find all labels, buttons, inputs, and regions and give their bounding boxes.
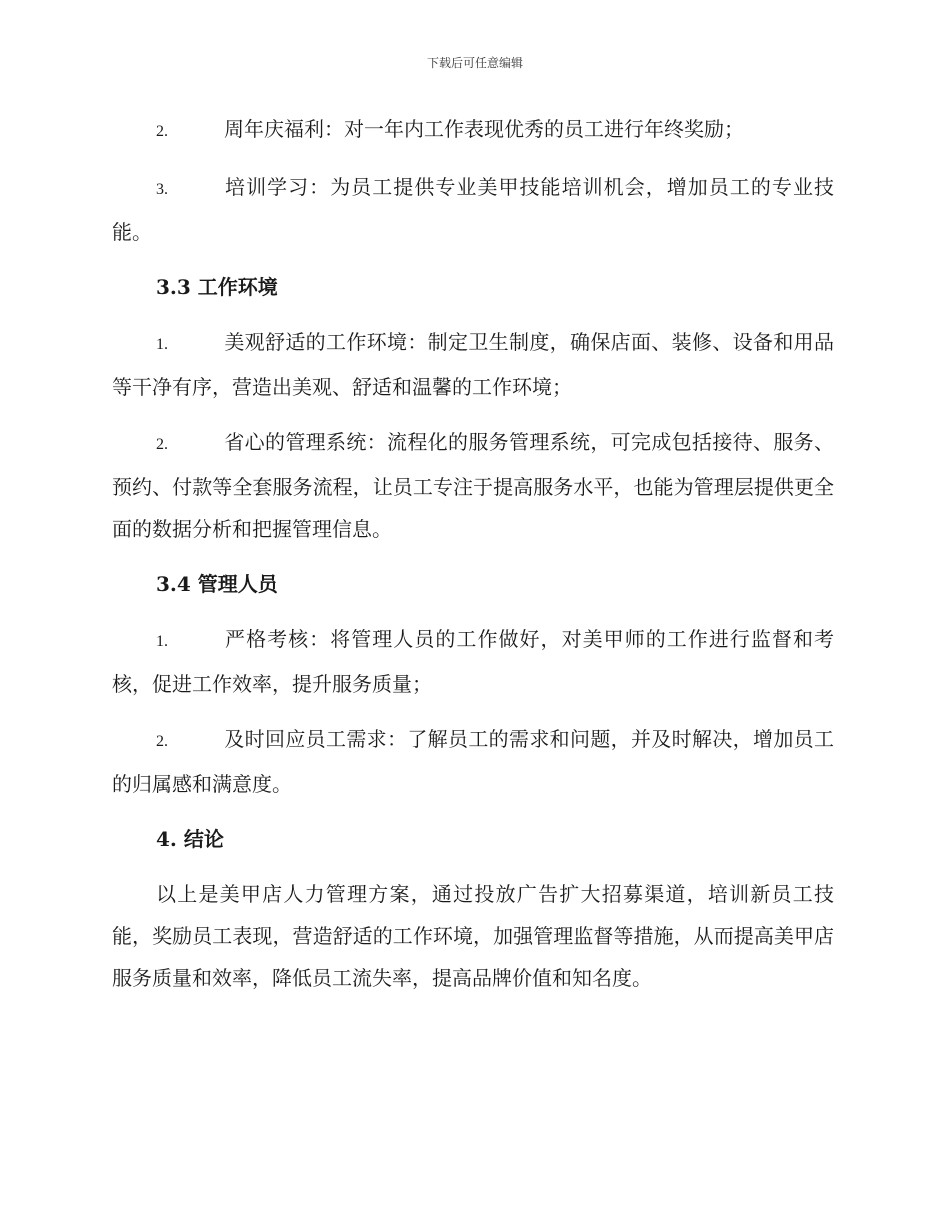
list-item (112, 321, 834, 408)
list-item-text: 省心的管理系统：流程化的服务管理系统，可完成包括接待、服务、预约、付款等全套服务流程，让员工专注于提高服务水平，也能为管理层提供更全面的数据分析和把握管理信息。 (112, 430, 834, 541)
header-note: 下载后可任意编辑 (426, 56, 523, 70)
list-item (112, 618, 834, 705)
list-number: 1. (156, 633, 168, 650)
list-item-text: 培训学习：为员工提供专业美甲技能培训机会，增加员工的专业技能。 (112, 175, 834, 244)
list-item (112, 718, 834, 805)
list-number: 2. (156, 436, 168, 453)
list-number: 3. (156, 181, 168, 198)
list-item-text: 及时回应员工需求：了解员工的需求和问题，并及时解决，增加员工的归属感和满意度。 (112, 727, 834, 796)
conclusion-paragraph: 以上是美甲店人力管理方案，通过投放广告扩大招募渠道，培训新员工技能，奖励员工表现，营造舒适的工作环境，加强管理监督等措施，从而提高美甲店服务质量和效率，降低员工流失率，提高品牌价值和知名度。 (112, 882, 834, 990)
list-item-text: 美观舒适的工作环境：制定卫生制度，确保店面、装修、设备和用品等干净有序，营造出美观、舒适和温馨的工作环境； (112, 330, 834, 399)
section-heading: 3.4 管理人员 (156, 572, 278, 596)
list-item-text: 严格考核：将管理人员的工作做好，对美甲师的工作进行监督和考核，促进工作效率，提升服务质量； (112, 627, 834, 696)
list-number: 1. (156, 336, 168, 353)
document-body (112, 108, 834, 1012)
section-heading: 3.3 工作环境 (156, 275, 278, 299)
list-item (112, 166, 834, 253)
list-number: 2. (156, 123, 168, 140)
section-heading: 4. 结论 (156, 827, 224, 851)
list-number: 2. (156, 733, 168, 750)
list-item (112, 108, 834, 153)
list-item (112, 421, 834, 550)
list-item-text: 周年庆福利：对一年内工作表现优秀的员工进行年终奖励； (224, 117, 744, 141)
